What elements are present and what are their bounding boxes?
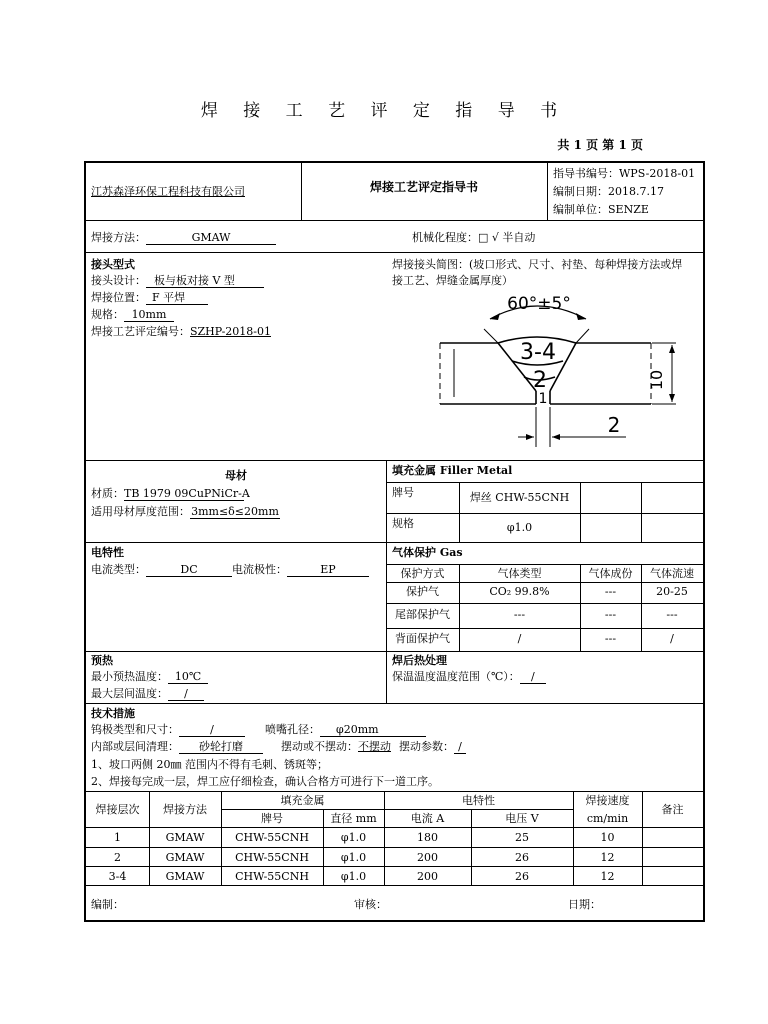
gas-cell: CO₂ 99.8%: [489, 585, 550, 598]
weld-position-value: F 平焊: [146, 291, 208, 305]
prepared-by-label: 编制：: [91, 898, 124, 911]
compile-date: 编制日期：2018.7.17: [553, 185, 664, 198]
current-type-label: 电流类型：: [91, 563, 146, 576]
pwht-range-value: /: [520, 670, 546, 684]
layer-row-2-cell: 12: [600, 851, 615, 864]
form-frame: [84, 161, 705, 922]
interpass-clean-value: 砂轮打磨: [179, 740, 263, 754]
filler-brand-value: 焊丝 CHW-55CNH: [469, 491, 570, 504]
swing-param-value: /: [454, 740, 466, 754]
pwht-range-label: 保温温度温度范围（℃）：: [392, 670, 520, 683]
tungsten-value: /: [179, 723, 245, 737]
electrical-heading: 电特性: [91, 546, 124, 559]
gas-row-label: 保护气: [406, 585, 439, 598]
joint-sketch-drawing: [426, 287, 702, 457]
swing-label: 摆动或不摆动：: [281, 740, 358, 753]
nozzle-label: 喷嘴孔径：: [265, 723, 320, 736]
date-label: 日期：: [568, 898, 601, 911]
layer-row-2-cell: 26: [515, 851, 529, 864]
gas-cell: ---: [604, 585, 617, 598]
thickness-range-label: 适用母材厚度范围：: [91, 505, 190, 518]
page-info: 共 1 页 第 1 页: [557, 138, 643, 152]
compile-unit: 编制单位：SENZE: [553, 203, 649, 216]
header-title: 焊接工艺评定指导书: [369, 180, 478, 194]
layer-row-1-cell: GMAW: [165, 831, 205, 844]
col-layer-header: 焊接层次: [95, 803, 140, 816]
mechanization-value: □ √ 半自动: [478, 231, 536, 244]
layer-row-3-cell: 12: [600, 870, 615, 883]
gas-cell: ---: [513, 608, 526, 621]
base-metal-heading: 母材: [225, 469, 247, 482]
layer-row-1-cell: 1: [114, 831, 121, 844]
joint-design-label: 接头设计：: [91, 274, 146, 287]
swing-param-label: 摆动参数：: [399, 740, 454, 753]
layer-row-3-cell: 200: [417, 870, 438, 883]
col-remark-header: 备注: [661, 803, 684, 816]
gas-row-label: 背面保护气: [395, 632, 450, 645]
layer-row-2-cell: GMAW: [165, 851, 205, 864]
col-electrical-header: 电特性: [462, 794, 495, 807]
col-method-header: 焊接方法: [163, 803, 207, 816]
max-interpass-label: 最大层间温度：: [91, 687, 168, 700]
layer-row-3-cell: 3-4: [108, 870, 127, 883]
tech-note-1: 1、坡口两侧 20㎜ 范围内不得有毛刺、锈斑等；: [91, 758, 328, 771]
sketch-layer-1: 1: [538, 391, 548, 407]
filler-spec-label: 规格: [392, 517, 414, 530]
material-value: TB 1979 09CuPNiCr-A: [124, 487, 250, 500]
gas-cell: /: [517, 632, 522, 645]
gas-col-header: 气体成份: [588, 567, 633, 580]
layer-row-3-cell: φ1.0: [340, 870, 367, 883]
gas-heading: 气体保护 Gas: [392, 546, 463, 559]
sketch-caption-1: 焊接接头简图：(坡口形式、尺寸、衬垫、每种焊接方法或焊: [392, 258, 683, 271]
layer-row-2-cell: 2: [114, 851, 121, 864]
layer-row-2-cell: CHW-55CNH: [235, 851, 309, 864]
document-title: 焊 接 工 艺 评 定 指 导 书: [200, 101, 568, 121]
joint-design-value: 板与板对接 V 型: [146, 274, 264, 288]
sketch-thickness-label: 10: [647, 369, 666, 391]
pwht-heading: 焊后热处理: [392, 654, 447, 667]
preheat-heading: 预热: [91, 654, 113, 667]
polarity-value: EP: [287, 563, 369, 577]
pqr-number-label: 焊接工艺评定编号：: [91, 325, 190, 338]
company-name: 江苏森泽环保工程科技有限公司: [91, 185, 245, 198]
filler-spec-value: φ1.0: [506, 521, 533, 534]
spec-label: 规格：: [91, 308, 124, 321]
layer-row-3-cell: GMAW: [165, 870, 205, 883]
polarity-label: 电流极性：: [232, 563, 287, 576]
col-speed-unit: cm/min: [586, 812, 629, 825]
weld-method-label: 焊接方法：: [91, 231, 146, 244]
gas-cell: ---: [604, 632, 617, 645]
current-type-value: DC: [146, 563, 232, 577]
sketch-caption-2: 接工艺、焊缝金属厚度）: [392, 274, 513, 287]
sketch-layer-2: 2: [533, 368, 547, 393]
layer-row-1-cell: 180: [417, 831, 438, 844]
sketch-gap-label: 2: [607, 413, 621, 437]
reviewed-by-label: 审核：: [354, 898, 387, 911]
mechanization-field: [412, 231, 535, 245]
col-speed-header: 焊接速度: [585, 794, 630, 807]
layer-row-3-cell: CHW-55CNH: [235, 870, 309, 883]
mechanization-label: 机械化程度：: [412, 231, 478, 244]
layer-row-1-cell: 25: [515, 831, 529, 844]
sketch-layer-3-4: 3-4: [520, 340, 556, 365]
gas-cell: ---: [666, 608, 678, 621]
col-brand-header: 牌号: [261, 812, 283, 825]
sketch-angle-label: 60°±5°: [507, 294, 571, 314]
layer-row-3-cell: 26: [515, 870, 529, 883]
joint-heading: 接头型式: [91, 258, 135, 271]
thickness-range-value: 3mm≤δ≤20mm: [191, 505, 279, 518]
gas-col-header: 气体类型: [497, 567, 542, 580]
doc-number: 指导书编号：WPS-2018-01: [553, 167, 696, 180]
material-label: 材质：: [91, 487, 124, 500]
weld-position-label: 焊接位置：: [91, 291, 146, 304]
max-interpass-value: /: [168, 687, 204, 701]
gas-col-header: 气体流速: [650, 567, 694, 580]
filler-heading: 填充金属 Filler Metal: [392, 464, 513, 477]
col-diameter-header: 直径 mm: [330, 812, 377, 825]
layer-row-2-cell: φ1.0: [340, 851, 367, 864]
pqr-number-value: SZHP-2018-01: [190, 325, 271, 338]
gas-col-header: 保护方式: [400, 567, 445, 580]
col-current-header: 电流 A: [410, 812, 445, 825]
weld-method-value: GMAW: [146, 231, 276, 245]
filler-brand-label: 牌号: [392, 486, 414, 499]
gas-cell: ---: [604, 608, 617, 621]
swing-value: 不摆动: [358, 740, 391, 753]
col-voltage-header: 电压 V: [505, 812, 539, 825]
tech-note-2: 2、焊接每完成一层，焊工应仔细检查，确认合格方可进行下一道工序。: [91, 775, 439, 788]
layer-row-2-cell: 200: [417, 851, 438, 864]
spec-value: 10mm: [124, 308, 174, 322]
layer-row-1-cell: CHW-55CNH: [235, 831, 309, 844]
weld-method-field: [91, 231, 276, 245]
min-preheat-label: 最小预热温度：: [91, 670, 168, 683]
tungsten-label: 钨极类型和尺寸：: [91, 723, 179, 736]
min-preheat-value: 10℃: [168, 670, 208, 684]
interpass-clean-label: 内部或层间清理：: [91, 740, 179, 753]
gas-cell: 20-25: [656, 585, 688, 598]
layer-row-1-cell: 10: [600, 831, 615, 844]
gas-row-label: 尾部保护气: [395, 608, 450, 621]
gas-cell: /: [670, 632, 674, 645]
col-filler-header: 填充金属: [280, 794, 325, 807]
tech-heading: 技术措施: [91, 707, 135, 720]
layer-row-1-cell: φ1.0: [340, 831, 367, 844]
nozzle-value: φ20mm: [320, 723, 426, 737]
